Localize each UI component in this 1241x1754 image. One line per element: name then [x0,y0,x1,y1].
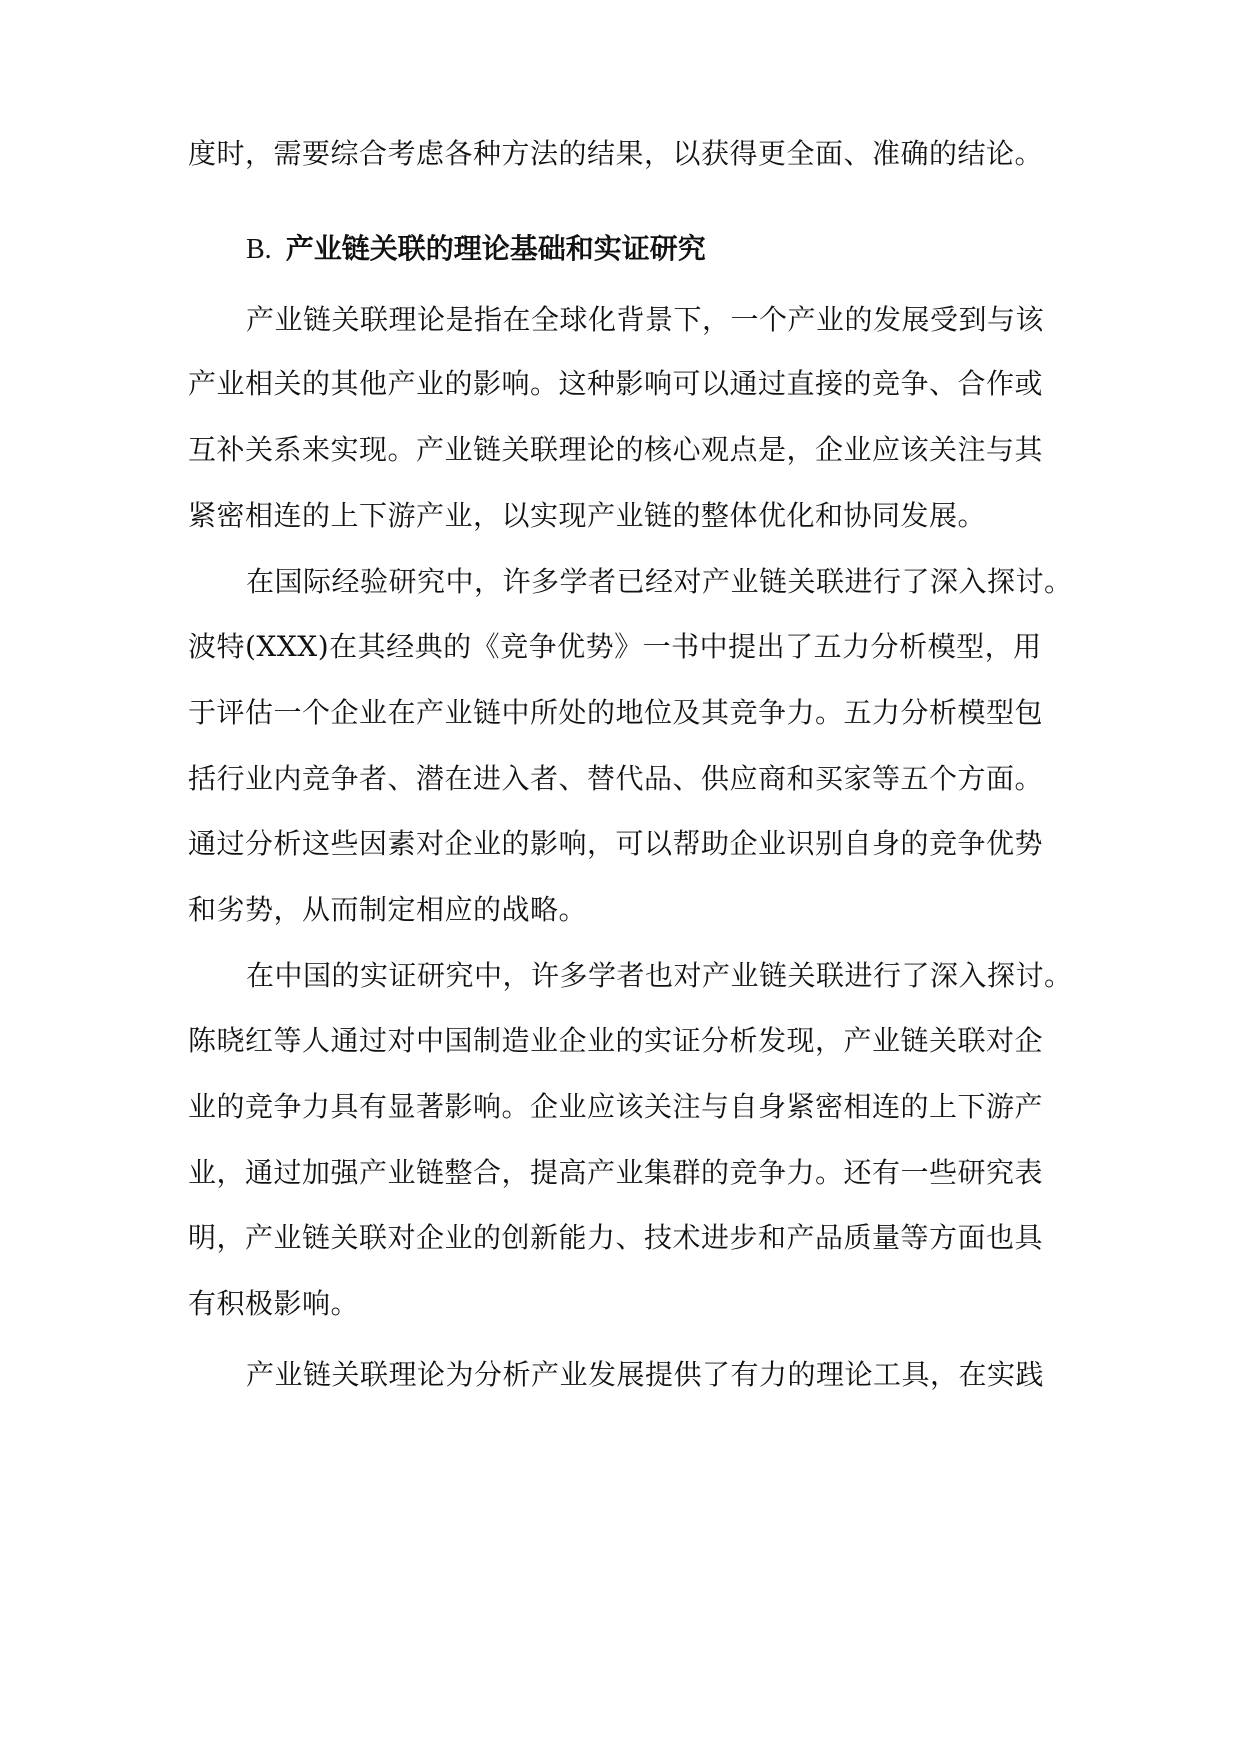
paragraph-line: 紧密相连的上下游产业，以实现产业链的整体优化和协同发展。 [188,499,987,532]
paragraph-line: 括行业内竞争者、潜在进入者、替代品、供应商和买家等五个方面。 [188,762,1044,795]
paragraph-line: 互补关系来实现。产业链关联理论的核心观点是，企业应该关注与其 [188,433,1044,466]
paragraph-line: 业，通过加强产业链整合，提高产业集群的竞争力。还有一些研究表 [188,1156,1044,1189]
paragraph-line: 明，产业链关联对企业的创新能力、技术进步和产品质量等方面也具 [188,1221,1044,1254]
paragraph-line: 波特(XXX)在其经典的《竞争优势》一书中提出了五力分析模型，用 [188,630,1042,663]
paragraph-line: 有积极影响。 [188,1287,360,1320]
paragraph-line: 在国际经验研究中，许多学者已经对产业链关联进行了深入探讨。 [246,565,1073,598]
paragraph-line: 产业链关联理论是指在全球化背景下，一个产业的发展受到与该 [246,303,1045,336]
paragraph-line: 于评估一个企业在产业链中所处的地位及其竞争力。五力分析模型包 [188,696,1044,729]
paragraph-line: 通过分析这些因素对企业的影响，可以帮助企业识别自身的竞争优势 [188,827,1044,860]
paragraph-line: 和劣势，从而制定相应的战略。 [188,893,588,926]
section-number: B. [246,234,272,265]
section-title: 产业链关联的理论基础和实证研究 [285,232,706,265]
section-heading [246,229,706,269]
paragraph-line: 产业链关联理论为分析产业发展提供了有力的理论工具，在实践 [246,1358,1045,1391]
paragraph-line: 业的竞争力具有显著影响。企业应该关注与自身紧密相连的上下游产 [188,1090,1044,1123]
continuation-line: 度时，需要综合考虑各种方法的结果，以获得更全面、准确的结论。 [188,137,1044,170]
paragraph-line: 产业相关的其他产业的影响。这种影响可以通过直接的竞争、合作或 [188,367,1044,400]
paragraph-line: 陈晓红等人通过对中国制造业企业的实证分析发现，产业链关联对企 [188,1024,1044,1057]
paragraph-line: 在中国的实证研究中，许多学者也对产业链关联进行了深入探讨。 [246,959,1073,992]
